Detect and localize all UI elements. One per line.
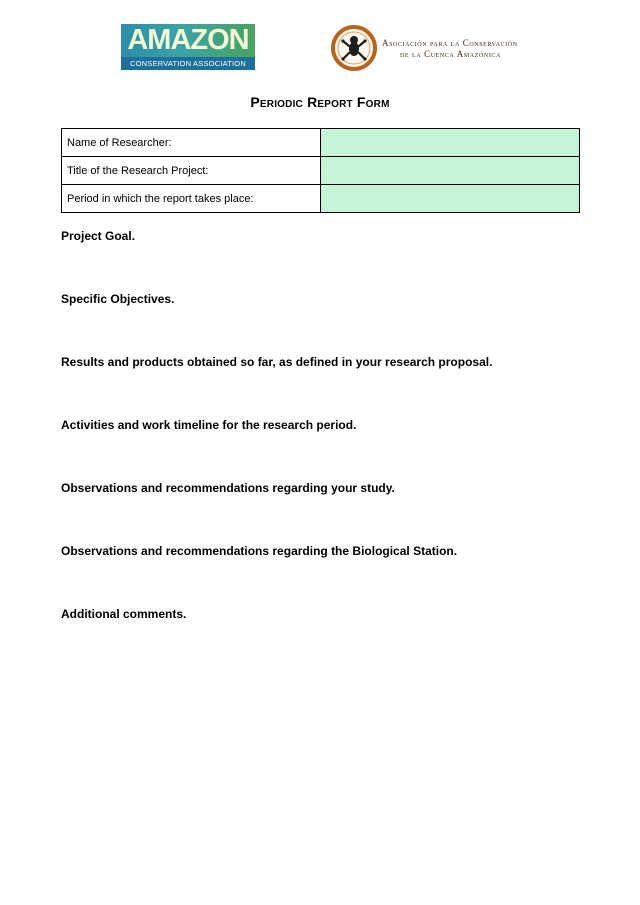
- aca-logo-word: AMAZON: [127, 24, 249, 56]
- project-title-field[interactable]: [321, 157, 580, 185]
- activities-heading: Activities and work timeline for the research period.: [61, 418, 357, 432]
- page-title: Periodic Report Form: [250, 94, 390, 110]
- researcher-info-table: [61, 128, 580, 213]
- aca-logo-tagline: CONSERVATION ASSOCIATION: [121, 57, 255, 70]
- report-period-label: Period in which the report takes place:: [62, 185, 321, 213]
- observations-station-heading: Observations and recommendations regarding the Biological Station.: [61, 544, 458, 558]
- additional-comments-heading: Additional comments.: [61, 607, 187, 621]
- results-heading: Results and products obtained so far, as defined in your research proposal.: [61, 355, 493, 369]
- researcher-name-field[interactable]: [321, 129, 580, 157]
- acca-logo-line2: de la Cuenca Amazónica: [400, 49, 501, 59]
- specific-objectives-heading: Specific Objectives.: [61, 292, 175, 306]
- acca-logo-line1: Asociación para la Conservación: [382, 38, 518, 48]
- frog-emblem-icon: [330, 24, 378, 72]
- project-title-label: Title of the Research Project:: [62, 157, 321, 185]
- table-row: [62, 129, 580, 157]
- project-goal-heading: Project Goal.: [61, 229, 136, 243]
- table-row: [62, 157, 580, 185]
- observations-study-heading: Observations and recommendations regarding your study.: [61, 481, 395, 495]
- report-period-field[interactable]: [321, 185, 580, 213]
- researcher-name-label: Name of Researcher:: [62, 129, 321, 157]
- table-row: [62, 185, 580, 213]
- acca-logo-text: [382, 38, 562, 60]
- amazon-conservation-logo: [121, 24, 255, 70]
